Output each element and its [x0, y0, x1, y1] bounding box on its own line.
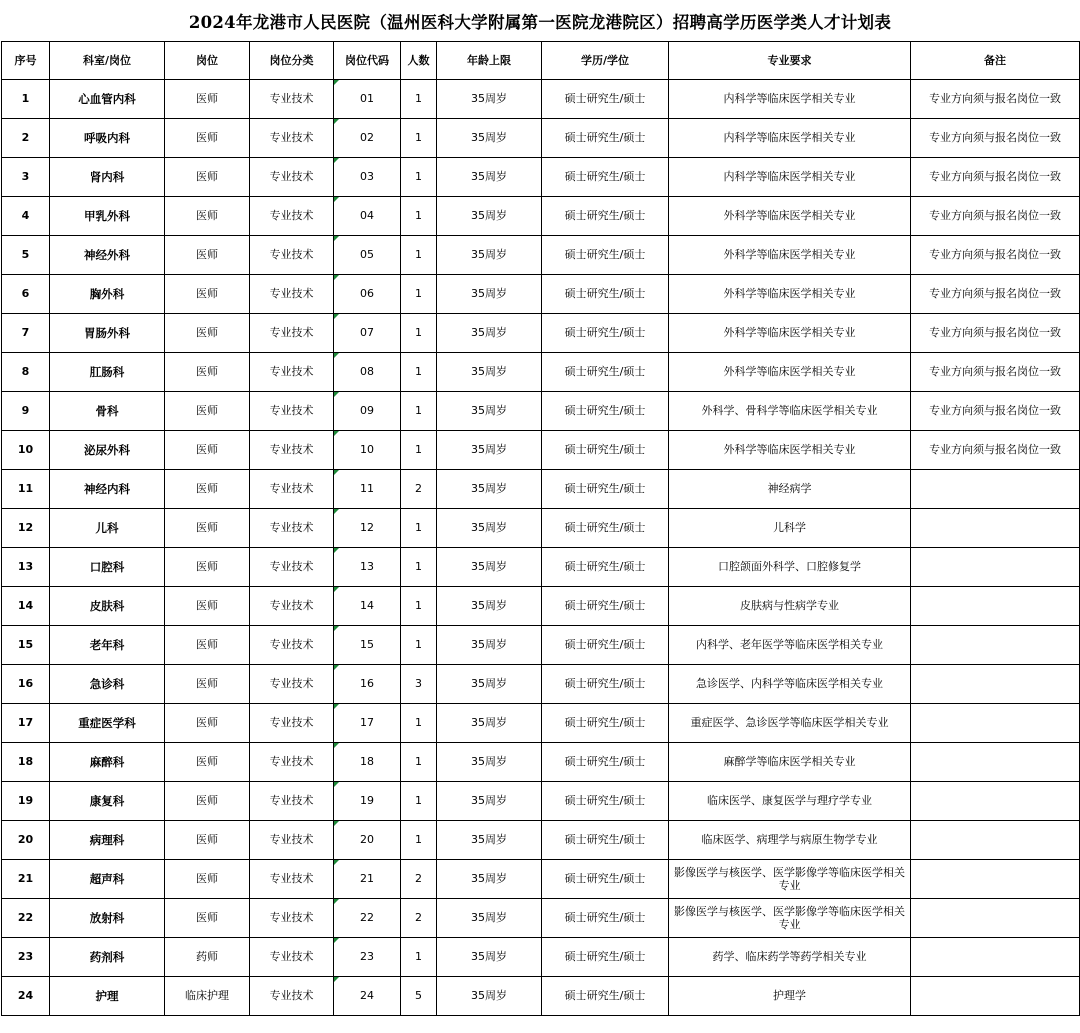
row-number-cell: 7: [2, 314, 50, 353]
department-cell: 口腔科: [50, 548, 165, 587]
department-cell: 泌尿外科: [50, 431, 165, 470]
degree-cell: 硕士研究生/硕士: [542, 860, 669, 899]
department-cell: 骨科: [50, 392, 165, 431]
note-cell: [911, 587, 1080, 626]
degree-cell: 硕士研究生/硕士: [542, 353, 669, 392]
post-cell: 药师: [165, 938, 250, 977]
age-limit-cell: 35周岁: [437, 80, 542, 119]
age-limit-cell: 35周岁: [437, 509, 542, 548]
degree-cell: 硕士研究生/硕士: [542, 275, 669, 314]
degree-cell: 硕士研究生/硕士: [542, 470, 669, 509]
table-row: [2, 431, 1080, 470]
note-cell: 专业方向须与报名岗位一致: [911, 353, 1080, 392]
note-cell: 专业方向须与报名岗位一致: [911, 158, 1080, 197]
category-cell: 专业技术: [250, 509, 334, 548]
row-number-cell: 22: [2, 899, 50, 938]
category-cell: 专业技术: [250, 158, 334, 197]
row-number-cell: 20: [2, 821, 50, 860]
age-limit-cell: 35周岁: [437, 548, 542, 587]
post-code-cell: 23: [334, 938, 401, 977]
col-header-no: 序号: [2, 42, 50, 80]
col-header-age: 年龄上限: [437, 42, 542, 80]
note-cell: 专业方向须与报名岗位一致: [911, 392, 1080, 431]
post-code-cell: 15: [334, 626, 401, 665]
note-cell: [911, 704, 1080, 743]
headcount-cell: 2: [401, 860, 437, 899]
headcount-cell: 1: [401, 509, 437, 548]
degree-cell: 硕士研究生/硕士: [542, 431, 669, 470]
table-row: [2, 236, 1080, 275]
category-cell: 专业技术: [250, 314, 334, 353]
category-cell: 专业技术: [250, 392, 334, 431]
category-cell: 专业技术: [250, 470, 334, 509]
post-code-cell: 13: [334, 548, 401, 587]
category-cell: 专业技术: [250, 548, 334, 587]
age-limit-cell: 35周岁: [437, 743, 542, 782]
age-limit-cell: 35周岁: [437, 977, 542, 1016]
row-number-cell: 4: [2, 197, 50, 236]
major-requirement-cell: 神经病学: [669, 470, 911, 509]
recruitment-plan-table: [1, 41, 1080, 1016]
major-requirement-cell: 外科学等临床医学相关专业: [669, 353, 911, 392]
row-number-cell: 1: [2, 80, 50, 119]
age-limit-cell: 35周岁: [437, 275, 542, 314]
col-header-note: 备注: [911, 42, 1080, 80]
post-code-cell: 17: [334, 704, 401, 743]
degree-cell: 硕士研究生/硕士: [542, 80, 669, 119]
category-cell: 专业技术: [250, 353, 334, 392]
degree-cell: 硕士研究生/硕士: [542, 236, 669, 275]
note-cell: 专业方向须与报名岗位一致: [911, 275, 1080, 314]
category-cell: 专业技术: [250, 431, 334, 470]
age-limit-cell: 35周岁: [437, 236, 542, 275]
age-limit-cell: 35周岁: [437, 119, 542, 158]
post-code-cell: 11: [334, 470, 401, 509]
headcount-cell: 2: [401, 470, 437, 509]
headcount-cell: 1: [401, 314, 437, 353]
department-cell: 重症医学科: [50, 704, 165, 743]
post-code-cell: 03: [334, 158, 401, 197]
major-requirement-cell: 临床医学、病理学与病原生物学专业: [669, 821, 911, 860]
row-number-cell: 21: [2, 860, 50, 899]
category-cell: 专业技术: [250, 236, 334, 275]
age-limit-cell: 35周岁: [437, 470, 542, 509]
table-row: [2, 119, 1080, 158]
table-row: [2, 509, 1080, 548]
note-cell: [911, 509, 1080, 548]
major-requirement-cell: 重症医学、急诊医学等临床医学相关专业: [669, 704, 911, 743]
degree-cell: 硕士研究生/硕士: [542, 392, 669, 431]
table-row: [2, 704, 1080, 743]
headcount-cell: 1: [401, 392, 437, 431]
post-cell: 医师: [165, 197, 250, 236]
degree-cell: 硕士研究生/硕士: [542, 821, 669, 860]
department-cell: 神经外科: [50, 236, 165, 275]
category-cell: 专业技术: [250, 119, 334, 158]
post-cell: 医师: [165, 314, 250, 353]
post-cell: 医师: [165, 392, 250, 431]
note-cell: [911, 899, 1080, 938]
degree-cell: 硕士研究生/硕士: [542, 938, 669, 977]
post-code-cell: 10: [334, 431, 401, 470]
note-cell: 专业方向须与报名岗位一致: [911, 80, 1080, 119]
post-cell: 医师: [165, 626, 250, 665]
major-requirement-cell: 影像医学与核医学、医学影像学等临床医学相关专业: [669, 899, 911, 938]
category-cell: 专业技术: [250, 704, 334, 743]
table-row: [2, 314, 1080, 353]
category-cell: 专业技术: [250, 821, 334, 860]
col-header-dept: 科室/岗位: [50, 42, 165, 80]
department-cell: 麻醉科: [50, 743, 165, 782]
note-cell: 专业方向须与报名岗位一致: [911, 119, 1080, 158]
row-number-cell: 19: [2, 782, 50, 821]
col-header-code: 岗位代码: [334, 42, 401, 80]
post-code-cell: 19: [334, 782, 401, 821]
degree-cell: 硕士研究生/硕士: [542, 587, 669, 626]
department-cell: 老年科: [50, 626, 165, 665]
note-cell: [911, 665, 1080, 704]
headcount-cell: 1: [401, 938, 437, 977]
post-cell: 医师: [165, 275, 250, 314]
degree-cell: 硕士研究生/硕士: [542, 119, 669, 158]
headcount-cell: 1: [401, 548, 437, 587]
row-number-cell: 6: [2, 275, 50, 314]
department-cell: 皮肤科: [50, 587, 165, 626]
major-requirement-cell: 皮肤病与性病学专业: [669, 587, 911, 626]
table-row: [2, 782, 1080, 821]
department-cell: 药剂科: [50, 938, 165, 977]
headcount-cell: 1: [401, 158, 437, 197]
department-cell: 护理: [50, 977, 165, 1016]
post-code-cell: 08: [334, 353, 401, 392]
major-requirement-cell: 外科学等临床医学相关专业: [669, 197, 911, 236]
table-row: [2, 275, 1080, 314]
department-cell: 胃肠外科: [50, 314, 165, 353]
age-limit-cell: 35周岁: [437, 314, 542, 353]
category-cell: 专业技术: [250, 80, 334, 119]
headcount-cell: 1: [401, 782, 437, 821]
major-requirement-cell: 内科学等临床医学相关专业: [669, 119, 911, 158]
major-requirement-cell: 护理学: [669, 977, 911, 1016]
row-number-cell: 18: [2, 743, 50, 782]
major-requirement-cell: 外科学等临床医学相关专业: [669, 275, 911, 314]
headcount-cell: 1: [401, 119, 437, 158]
page-title: 2024年龙港市人民医院（温州医科大学附属第一医院龙港院区）招聘高学历医学类人才计划表: [188, 13, 892, 32]
table-row: [2, 158, 1080, 197]
age-limit-cell: 35周岁: [437, 938, 542, 977]
post-cell: 医师: [165, 665, 250, 704]
major-requirement-cell: 麻醉学等临床医学相关专业: [669, 743, 911, 782]
major-requirement-cell: 外科学等临床医学相关专业: [669, 431, 911, 470]
row-number-cell: 15: [2, 626, 50, 665]
age-limit-cell: 35周岁: [437, 860, 542, 899]
headcount-cell: 2: [401, 899, 437, 938]
category-cell: 专业技术: [250, 626, 334, 665]
department-cell: 儿科: [50, 509, 165, 548]
age-limit-cell: 35周岁: [437, 704, 542, 743]
department-cell: 放射科: [50, 899, 165, 938]
post-cell: 医师: [165, 782, 250, 821]
row-number-cell: 2: [2, 119, 50, 158]
post-code-cell: 14: [334, 587, 401, 626]
department-cell: 胸外科: [50, 275, 165, 314]
age-limit-cell: 35周岁: [437, 899, 542, 938]
headcount-cell: 1: [401, 80, 437, 119]
age-limit-cell: 35周岁: [437, 665, 542, 704]
degree-cell: 硕士研究生/硕士: [542, 743, 669, 782]
post-cell: 医师: [165, 353, 250, 392]
major-requirement-cell: 儿科学: [669, 509, 911, 548]
post-cell: 医师: [165, 119, 250, 158]
note-cell: [911, 860, 1080, 899]
category-cell: 专业技术: [250, 977, 334, 1016]
category-cell: 专业技术: [250, 938, 334, 977]
table-row: [2, 977, 1080, 1016]
category-cell: 专业技术: [250, 197, 334, 236]
department-cell: 呼吸内科: [50, 119, 165, 158]
degree-cell: 硕士研究生/硕士: [542, 197, 669, 236]
note-cell: [911, 470, 1080, 509]
department-cell: 病理科: [50, 821, 165, 860]
col-header-count: 人数: [401, 42, 437, 80]
degree-cell: 硕士研究生/硕士: [542, 704, 669, 743]
category-cell: 专业技术: [250, 275, 334, 314]
degree-cell: 硕士研究生/硕士: [542, 626, 669, 665]
note-cell: 专业方向须与报名岗位一致: [911, 314, 1080, 353]
table-row: [2, 665, 1080, 704]
col-header-degree: 学历/学位: [542, 42, 669, 80]
headcount-cell: 3: [401, 665, 437, 704]
post-cell: 医师: [165, 80, 250, 119]
table-row: [2, 353, 1080, 392]
note-cell: [911, 626, 1080, 665]
post-code-cell: 12: [334, 509, 401, 548]
row-number-cell: 16: [2, 665, 50, 704]
age-limit-cell: 35周岁: [437, 626, 542, 665]
row-number-cell: 13: [2, 548, 50, 587]
post-code-cell: 02: [334, 119, 401, 158]
note-cell: [911, 548, 1080, 587]
age-limit-cell: 35周岁: [437, 431, 542, 470]
row-number-cell: 23: [2, 938, 50, 977]
table-row: [2, 626, 1080, 665]
post-cell: 医师: [165, 821, 250, 860]
degree-cell: 硕士研究生/硕士: [542, 548, 669, 587]
headcount-cell: 1: [401, 353, 437, 392]
headcount-cell: 1: [401, 587, 437, 626]
category-cell: 专业技术: [250, 782, 334, 821]
table-row: [2, 821, 1080, 860]
post-code-cell: 07: [334, 314, 401, 353]
headcount-cell: 1: [401, 743, 437, 782]
post-code-cell: 09: [334, 392, 401, 431]
department-cell: 肾内科: [50, 158, 165, 197]
post-cell: 医师: [165, 899, 250, 938]
degree-cell: 硕士研究生/硕士: [542, 509, 669, 548]
department-cell: 急诊科: [50, 665, 165, 704]
post-cell: 医师: [165, 860, 250, 899]
headcount-cell: 5: [401, 977, 437, 1016]
post-cell: 医师: [165, 470, 250, 509]
category-cell: 专业技术: [250, 665, 334, 704]
category-cell: 专业技术: [250, 899, 334, 938]
row-number-cell: 12: [2, 509, 50, 548]
table-row: [2, 197, 1080, 236]
major-requirement-cell: 内科学、老年医学等临床医学相关专业: [669, 626, 911, 665]
note-cell: 专业方向须与报名岗位一致: [911, 431, 1080, 470]
note-cell: 专业方向须与报名岗位一致: [911, 197, 1080, 236]
major-requirement-cell: 临床医学、康复医学与理疗学专业: [669, 782, 911, 821]
headcount-cell: 1: [401, 197, 437, 236]
post-code-cell: 24: [334, 977, 401, 1016]
major-requirement-cell: 口腔颌面外科学、口腔修复学: [669, 548, 911, 587]
table-row: [2, 587, 1080, 626]
post-cell: 医师: [165, 704, 250, 743]
post-code-cell: 06: [334, 275, 401, 314]
post-code-cell: 20: [334, 821, 401, 860]
age-limit-cell: 35周岁: [437, 392, 542, 431]
headcount-cell: 1: [401, 626, 437, 665]
post-code-cell: 16: [334, 665, 401, 704]
row-number-cell: 10: [2, 431, 50, 470]
major-requirement-cell: 影像医学与核医学、医学影像学等临床医学相关专业: [669, 860, 911, 899]
row-number-cell: 9: [2, 392, 50, 431]
major-requirement-cell: 外科学、骨科学等临床医学相关专业: [669, 392, 911, 431]
headcount-cell: 1: [401, 704, 437, 743]
degree-cell: 硕士研究生/硕士: [542, 314, 669, 353]
table-row: [2, 470, 1080, 509]
post-code-cell: 18: [334, 743, 401, 782]
post-cell: 医师: [165, 743, 250, 782]
age-limit-cell: 35周岁: [437, 587, 542, 626]
post-code-cell: 04: [334, 197, 401, 236]
headcount-cell: 1: [401, 236, 437, 275]
post-cell: 医师: [165, 431, 250, 470]
note-cell: [911, 977, 1080, 1016]
degree-cell: 硕士研究生/硕士: [542, 782, 669, 821]
table-header-row: [2, 42, 1080, 80]
table-row: [2, 860, 1080, 899]
row-number-cell: 14: [2, 587, 50, 626]
row-number-cell: 8: [2, 353, 50, 392]
post-cell: 临床护理: [165, 977, 250, 1016]
age-limit-cell: 35周岁: [437, 353, 542, 392]
age-limit-cell: 35周岁: [437, 821, 542, 860]
note-cell: [911, 938, 1080, 977]
col-header-category: 岗位分类: [250, 42, 334, 80]
table-row: [2, 938, 1080, 977]
major-requirement-cell: 急诊医学、内科学等临床医学相关专业: [669, 665, 911, 704]
major-requirement-cell: 内科学等临床医学相关专业: [669, 158, 911, 197]
table-row: [2, 548, 1080, 587]
major-requirement-cell: 外科学等临床医学相关专业: [669, 236, 911, 275]
col-header-major: 专业要求: [669, 42, 911, 80]
row-number-cell: 17: [2, 704, 50, 743]
post-code-cell: 22: [334, 899, 401, 938]
category-cell: 专业技术: [250, 743, 334, 782]
major-requirement-cell: 外科学等临床医学相关专业: [669, 314, 911, 353]
degree-cell: 硕士研究生/硕士: [542, 977, 669, 1016]
table-body: [2, 80, 1080, 1016]
age-limit-cell: 35周岁: [437, 782, 542, 821]
post-cell: 医师: [165, 158, 250, 197]
row-number-cell: 3: [2, 158, 50, 197]
category-cell: 专业技术: [250, 587, 334, 626]
headcount-cell: 1: [401, 431, 437, 470]
table-row: [2, 80, 1080, 119]
headcount-cell: 1: [401, 275, 437, 314]
note-cell: 专业方向须与报名岗位一致: [911, 236, 1080, 275]
major-requirement-cell: 内科学等临床医学相关专业: [669, 80, 911, 119]
department-cell: 超声科: [50, 860, 165, 899]
post-cell: 医师: [165, 548, 250, 587]
category-cell: 专业技术: [250, 860, 334, 899]
major-requirement-cell: 药学、临床药学等药学相关专业: [669, 938, 911, 977]
table-row: [2, 899, 1080, 938]
row-number-cell: 24: [2, 977, 50, 1016]
post-code-cell: 05: [334, 236, 401, 275]
note-cell: [911, 782, 1080, 821]
department-cell: 康复科: [50, 782, 165, 821]
degree-cell: 硕士研究生/硕士: [542, 899, 669, 938]
post-code-cell: 01: [334, 80, 401, 119]
row-number-cell: 5: [2, 236, 50, 275]
note-cell: [911, 743, 1080, 782]
department-cell: 甲乳外科: [50, 197, 165, 236]
post-cell: 医师: [165, 236, 250, 275]
department-cell: 心血管内科: [50, 80, 165, 119]
table-row: [2, 743, 1080, 782]
degree-cell: 硕士研究生/硕士: [542, 158, 669, 197]
age-limit-cell: 35周岁: [437, 197, 542, 236]
col-header-post: 岗位: [165, 42, 250, 80]
post-cell: 医师: [165, 509, 250, 548]
post-cell: 医师: [165, 587, 250, 626]
degree-cell: 硕士研究生/硕士: [542, 665, 669, 704]
age-limit-cell: 35周岁: [437, 158, 542, 197]
row-number-cell: 11: [2, 470, 50, 509]
note-cell: [911, 821, 1080, 860]
headcount-cell: 1: [401, 821, 437, 860]
post-code-cell: 21: [334, 860, 401, 899]
department-cell: 神经内科: [50, 470, 165, 509]
department-cell: 肛肠科: [50, 353, 165, 392]
table-row: [2, 392, 1080, 431]
